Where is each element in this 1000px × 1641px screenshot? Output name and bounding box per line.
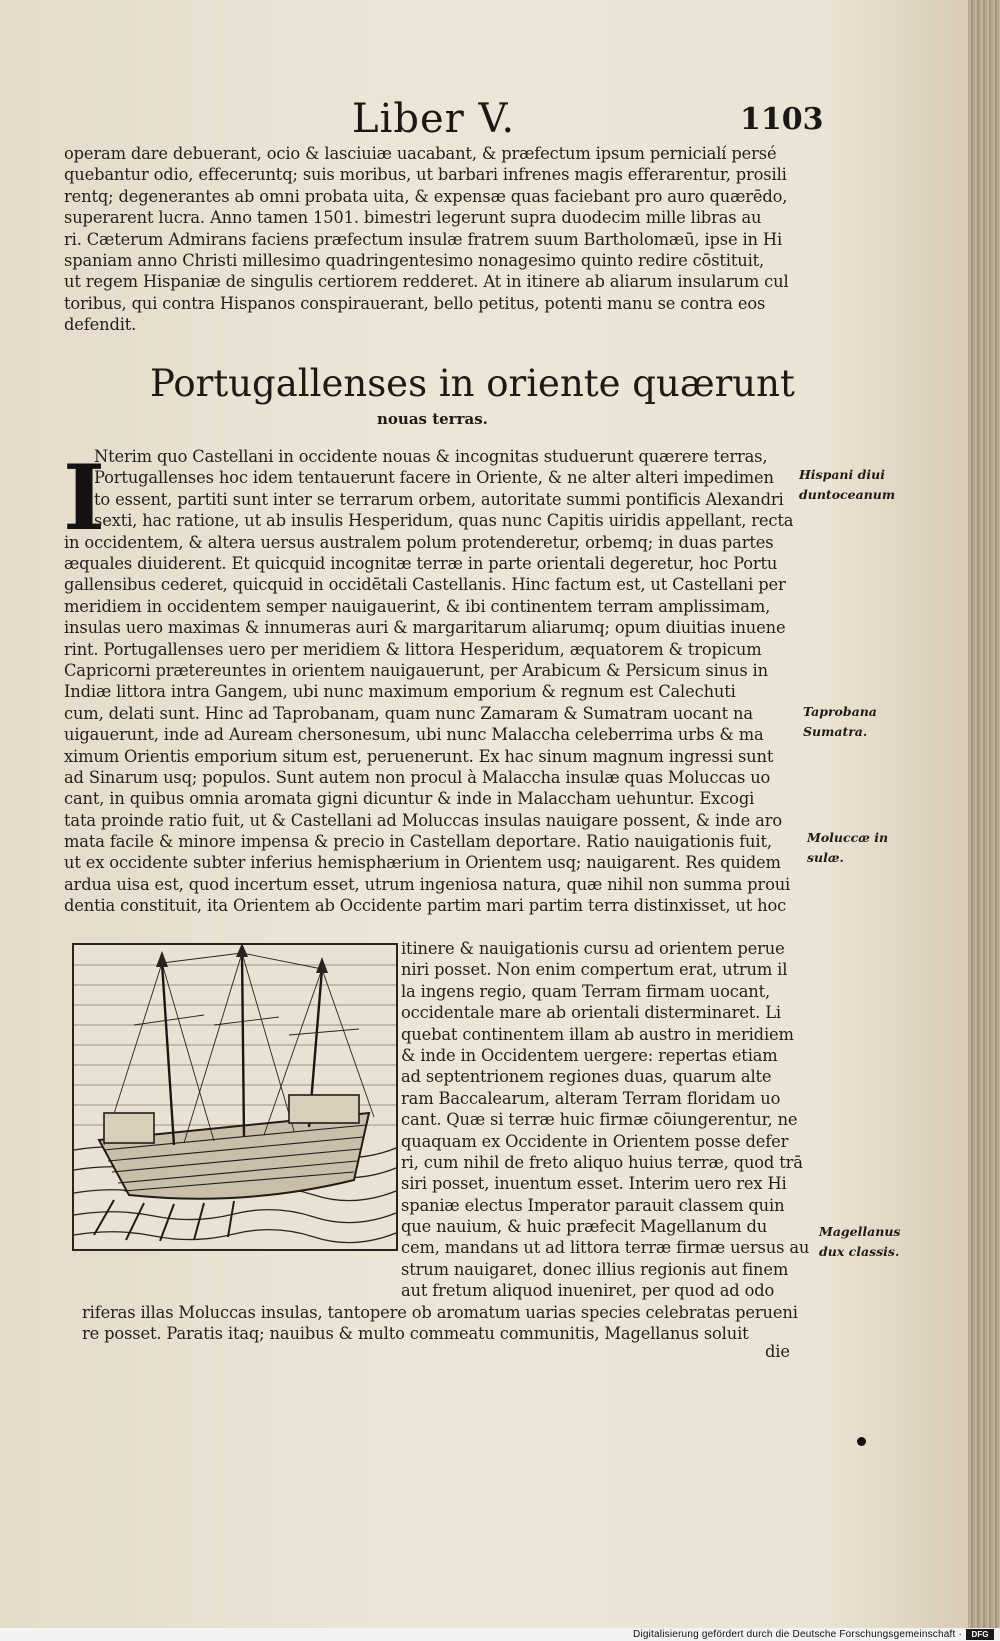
- text-line: ram Baccalearum, alteram Terram floridam uo: [401, 1088, 781, 1108]
- margin-note-moluccae: [807, 828, 888, 868]
- text-line: ri. Cæterum Admirans faciens præfectum insulæ fratrem suum Bartholomæū, ipse in Hi: [64, 229, 783, 249]
- text-line: spaniæ electus Imperator parauit classem quin: [401, 1195, 785, 1215]
- footer-credit: Digitalisierung gefördert durch die Deutsche Forschungsgemeinschaft ·: [633, 1629, 962, 1640]
- text-line: rint. Portugallenses uero per meridiem & littora Hesperidum, æquatorem & tropicum: [64, 639, 762, 659]
- text-line: aut fretum aliquod inueniret, per quod ad odo: [401, 1281, 775, 1301]
- text-line: toribus, qui contra Hispanos conspirauerant, bello petitus, potenti manu se contra eos: [64, 293, 766, 313]
- text-line: dentia constituit, ita Orientem ab Occidente partim mari partim terra distinxisset, ut hoc: [64, 896, 787, 916]
- text-line: cant, in quibus omnia aromata gigni dicuntur & inde in Malaccham uehuntur. Excogi: [64, 789, 755, 809]
- margin-note-line: sulæ.: [807, 850, 844, 865]
- text-line: superarent lucra. Anno tamen 1501. bimestri legerunt supra duodecim mille libras au: [64, 208, 762, 228]
- text-line: cem, mandans ut ad littora terræ firmæ uersus au: [401, 1238, 810, 1258]
- section-heading: Portugallenses in oriente quærunt: [150, 362, 795, 405]
- text-line: æquales diuiderent. Et quicquid incognitæ terræ in parte orientali degeretur, hoc Portu: [64, 553, 778, 573]
- text-line: gallensibus cederet, quicquid in occidētali Castellanis. Hinc factum est, ut Castellani per: [64, 575, 786, 595]
- text-line: Portugallenses hoc idem tentauerunt facere in Oriente, & ne alter alteri impedimen: [94, 468, 774, 488]
- text-line: siri posset, inuentum esset. Interim uero rex Hi: [401, 1174, 787, 1194]
- text-line: cum, delati sunt. Hinc ad Taprobanam, quam nunc Zamaram & Sumatram uocant na: [64, 703, 753, 723]
- ink-blot: [857, 1437, 866, 1446]
- margin-note-hispani: [799, 465, 895, 505]
- text-line: quebat continentem illam ab austro in meridiem: [401, 1024, 794, 1044]
- text-line: defendit.: [64, 315, 137, 335]
- text-line: ardua uisa est, quod incertum esset, utrum ingeniosa natura, quæ nihil non summa proui: [64, 874, 791, 894]
- text-line: re posset. Paratis itaq; nauibus & multo commeatu communitis, Magellanus soluit: [82, 1324, 749, 1344]
- margin-note-line: Magellanus: [819, 1224, 901, 1239]
- text-line: meridiem in occidentem semper nauigauerint, & ibi continentem terram amplissimam,: [64, 596, 771, 616]
- text-line: riferas illas Moluccas insulas, tantopere ob aromatum uarias species celebratas perueni: [82, 1303, 798, 1322]
- text-line: Indiæ littora intra Gangem, ubi nunc maximum emporium & regnum est Calechuti: [64, 682, 736, 702]
- paragraph-bottom: [82, 1302, 798, 1345]
- text-line: uigauerunt, inde ad Auream chersonesum, ubi nunc Malaccha celeberrima urbs & ma: [64, 725, 764, 745]
- text-line: to essent, partiti sunt inter se terrarum orbem, autoritate summi pontificis Alexandri: [94, 489, 784, 509]
- paragraph-main: [64, 532, 790, 917]
- text-line: ut regem Hispaniæ de singulis certiorem redderet. At in itinere ab aliarum insularum cul: [64, 272, 789, 292]
- text-line: spaniam anno Christi millesimo quadringentesimo nonagesimo quinto redire cōstituit,: [64, 250, 765, 270]
- text-line: ri, cum nihil de freto aliquo huius terræ, quod trā: [401, 1152, 803, 1172]
- text-line: ximum Orientis emporium situm est, peruenerunt. Ex hac sinum magnum ingressi sunt: [64, 746, 774, 766]
- page-number: 1103: [740, 102, 824, 137]
- margin-note-line: Taprobana: [803, 704, 877, 719]
- text-line: ut ex occidente subter inferius hemisphærium in Orientem usq; nauigarent. Res quidem: [64, 853, 781, 873]
- ship-woodcut-drawing: [74, 945, 396, 1249]
- catchword: die: [765, 1342, 790, 1361]
- text-line: tata proinde ratio fuit, ut & Castellani ad Moluccas insulas nauigare possent, & inde aro: [64, 810, 783, 830]
- margin-note-line: duntoceanum: [799, 487, 896, 502]
- text-line: in occidentem, & altera uersus australem polum protenderetur, orbemq; in duas partes: [64, 532, 774, 552]
- text-line: rentq; degenerantes ab omni probata uita, & expensæ quas faciebant pro auro quærēdo,: [64, 186, 788, 206]
- text-line: insulas uero maximas & innumeras auri & margaritarum aliarumq; opum diuitias inuene: [64, 618, 786, 638]
- text-line: strum nauigaret, donec illius regionis aut finem: [401, 1259, 789, 1279]
- text-line: la ingens regio, quam Terram firmam uocant,: [401, 981, 771, 1001]
- woodcut-ship-illustration: [72, 943, 398, 1251]
- text-line: Nterim quo Castellani in occidente nouas & incognitas studuerunt quærere terras,: [94, 447, 768, 466]
- text-line: que nauium, & huic præfecit Magellanum du: [401, 1217, 768, 1237]
- text-line: Capricorni prætereuntes in orientem nauigauerunt, per Arabicum & Persicum sinus in: [64, 660, 768, 680]
- book-edge: [968, 0, 1000, 1628]
- paragraph-main-indented: [94, 446, 793, 532]
- text-line: itinere & nauigationis cursu ad orientem perue: [401, 939, 785, 958]
- digitization-footer: [0, 1628, 1000, 1641]
- paragraph-top: [64, 143, 789, 336]
- text-line: niri posset. Non enim compertum erat, utrum il: [401, 960, 788, 980]
- text-line: cant. Quæ si terræ huic firmæ cōiungerentur, ne: [401, 1110, 798, 1130]
- section-subheading: nouas terras.: [377, 410, 488, 428]
- margin-note-line: Hispani diui: [799, 467, 885, 482]
- text-line: quaquam ex Occidente in Orientem posse defer: [401, 1131, 789, 1151]
- drop-cap: I: [63, 445, 106, 551]
- text-line: sexti, hac ratione, ut ab insulis Hesperidum, quas nunc Capitis uiridis appellant, recta: [94, 511, 794, 531]
- text-line: ad Sinarum usq; populos. Sunt autem non procul à Malaccha insulæ quas Moluccas uo: [64, 767, 771, 787]
- margin-note-line: dux classis.: [819, 1244, 900, 1259]
- text-line: & inde in Occidentem uergere: repertas etiam: [401, 1045, 778, 1065]
- text-line: occidentale mare ab orientali disterminaret. Li: [401, 1003, 781, 1023]
- text-line: quebantur odio, effeceruntq; suis moribus, ut barbari infrenes magis efferarentur, prosili: [64, 165, 787, 185]
- text-line: mata facile & minore impensa & precio in Castellam deportare. Ratio nauigationis fuit,: [64, 832, 772, 852]
- text-line: ad septentrionem regiones duas, quarum alte: [401, 1067, 772, 1087]
- text-line: operam dare debuerant, ocio & lasciuiæ uacabant, & præfectum ipsum pernicialí persé: [64, 144, 777, 163]
- running-head-title: Liber V.: [352, 96, 516, 142]
- paragraph-side: [401, 938, 809, 1302]
- margin-note-line: Sumatra.: [803, 724, 868, 739]
- margin-note-magellanus: [819, 1222, 900, 1262]
- dfg-logo: DFG: [966, 1629, 994, 1640]
- margin-note-taprobana: [803, 702, 877, 742]
- margin-note-line: Moluccæ in: [807, 830, 889, 845]
